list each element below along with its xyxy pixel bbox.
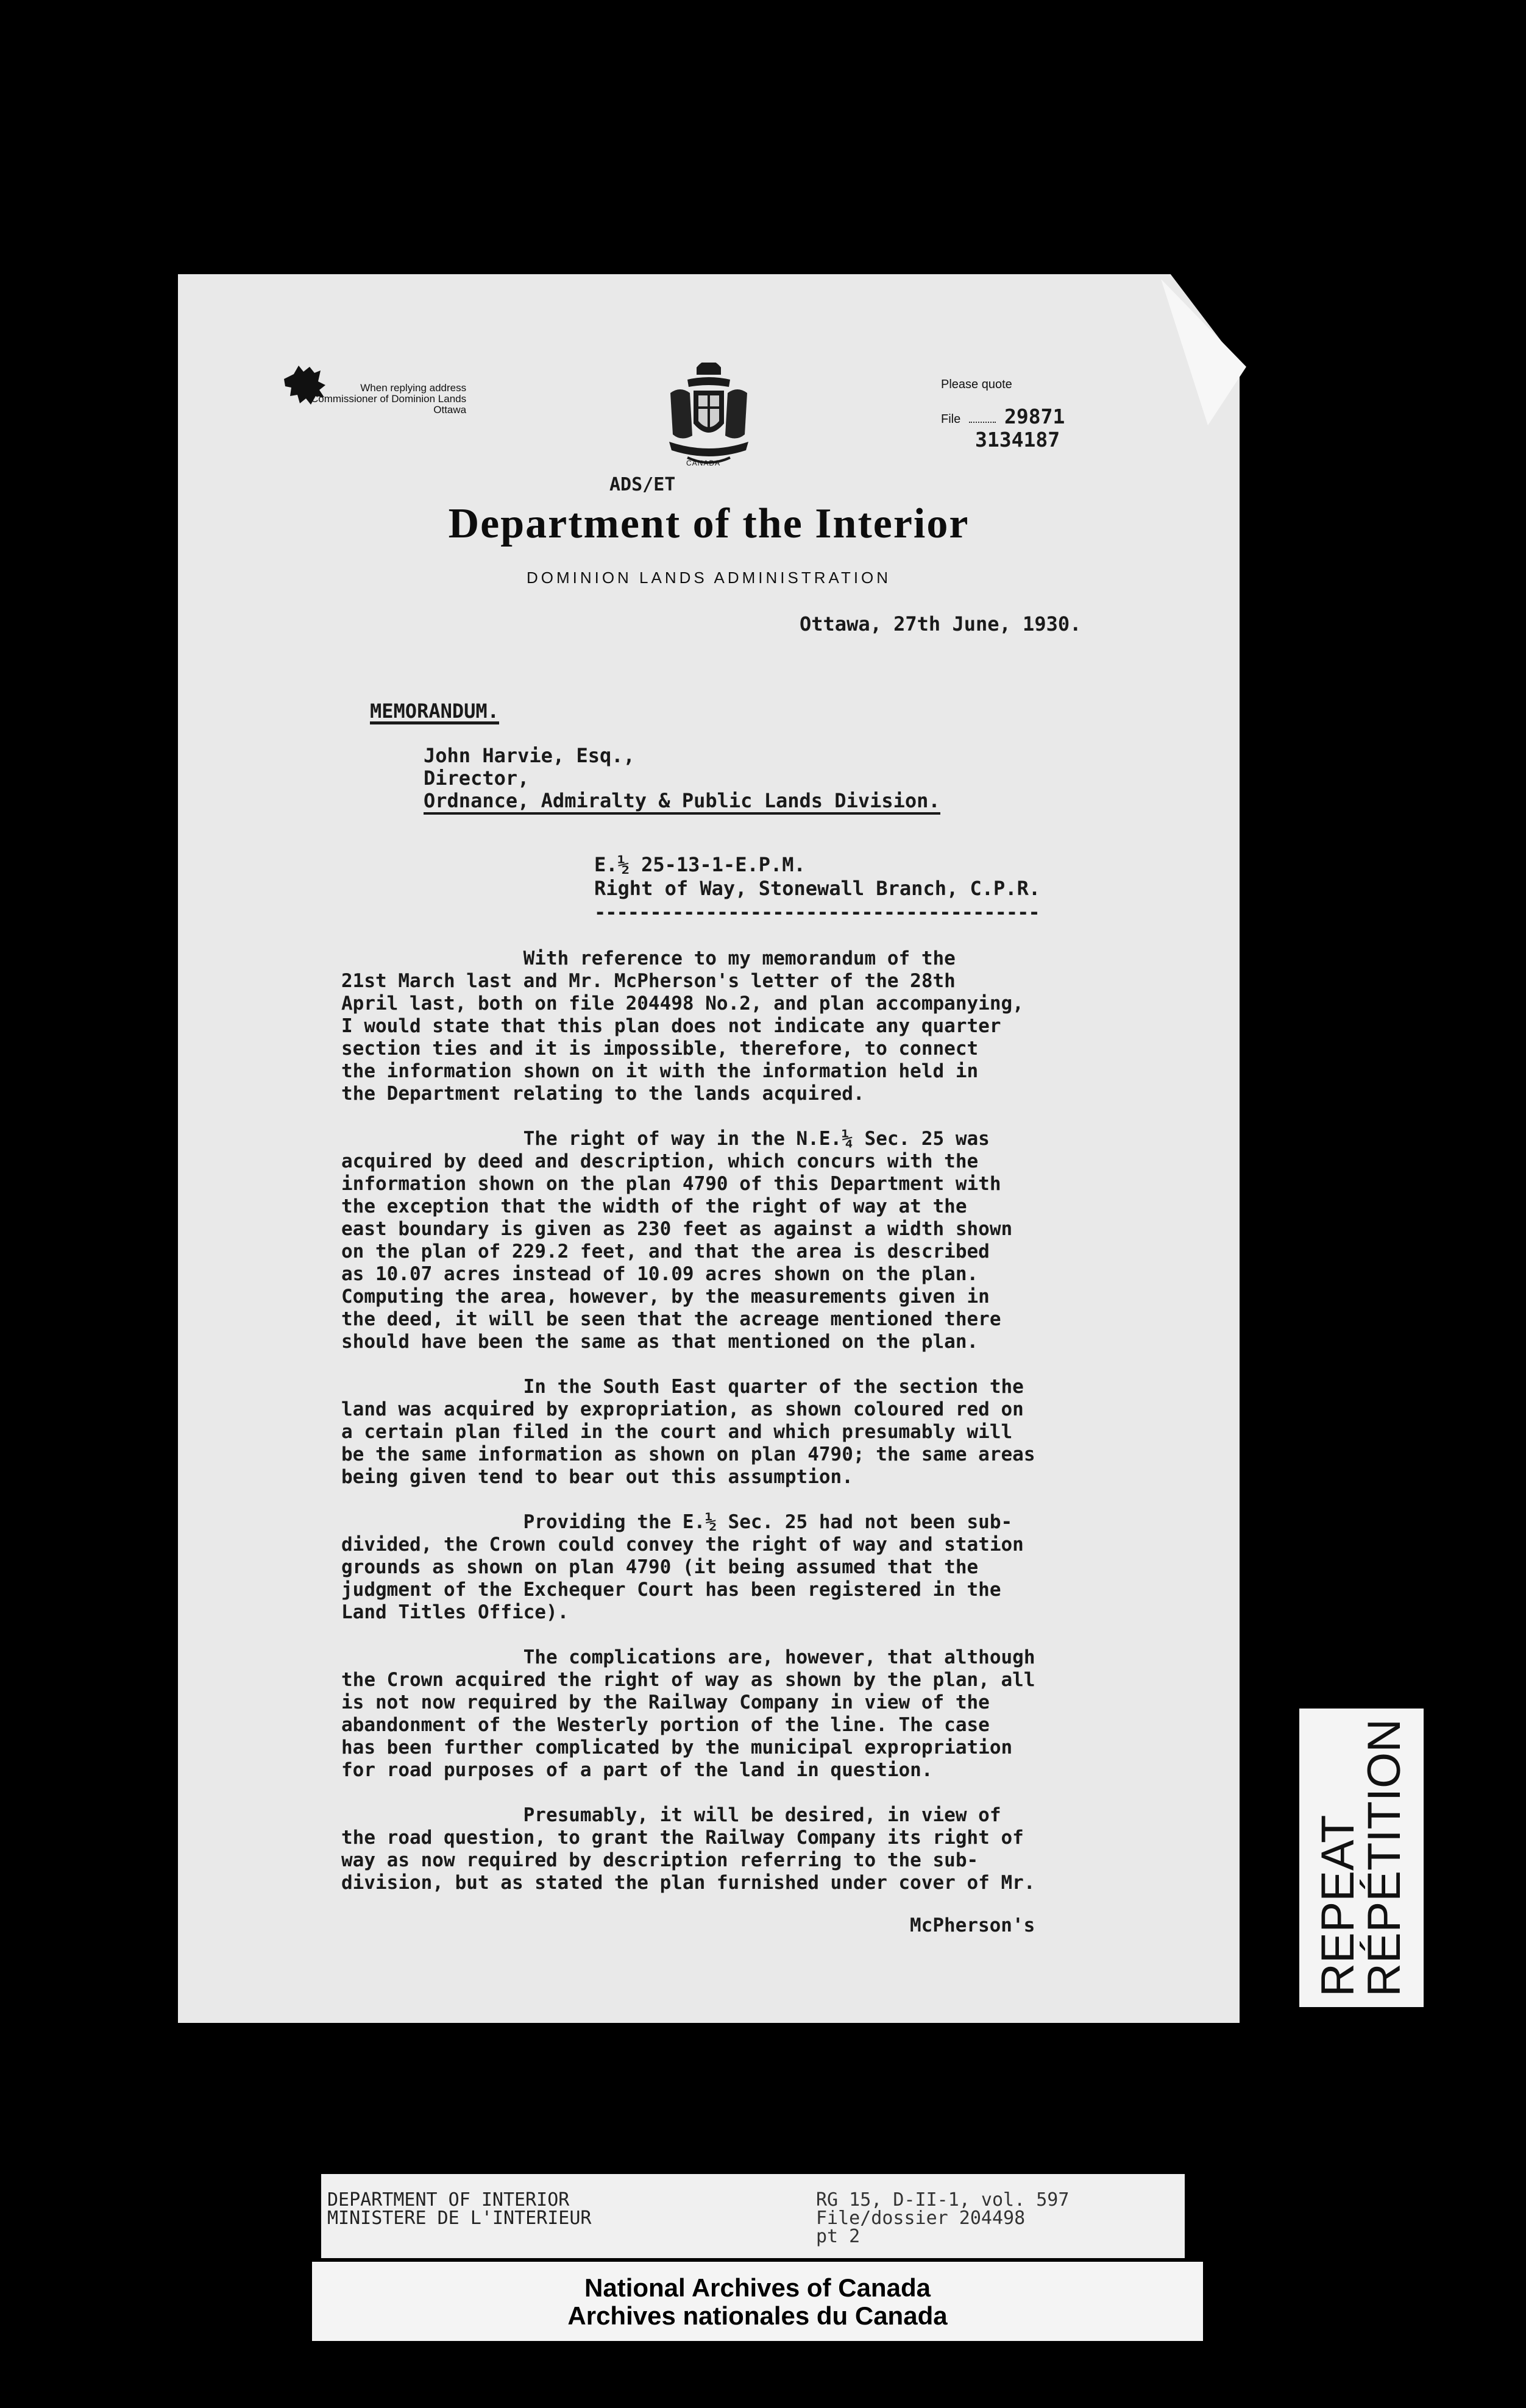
department-title: Department of the Interior	[448, 500, 970, 547]
body-line: division, but as stated the plan furnished under cover of Mr.	[341, 1872, 1035, 1894]
archives-name-fr: Archives nationales du Canada	[567, 2301, 948, 2330]
memo-heading: MEMORANDUM.	[370, 701, 499, 724]
paragraph	[341, 1511, 1219, 1624]
please-quote-label: Please quote	[941, 378, 1012, 391]
body-line: as 10.07 acres instead of 10.09 acres shown on the plan.	[341, 1263, 979, 1285]
body-line: the deed, it will be seen that the acreage mentioned there	[341, 1308, 1001, 1330]
body-line: information shown on the plan 4790 of this Department with	[341, 1173, 1001, 1195]
file-dotted-line	[969, 422, 996, 423]
repeat-tag-text	[1312, 1718, 1410, 1997]
body-line: Computing the area, however, by the measurements given in	[341, 1286, 990, 1308]
archives-name-en: National Archives of Canada	[584, 2273, 931, 2302]
paragraph	[341, 1804, 1219, 1894]
address-line: John Harvie, Esq.,	[424, 744, 635, 767]
body-line: The right of way in the N.E.¼ Sec. 25 was	[341, 1128, 990, 1150]
paragraph	[341, 1646, 1219, 1782]
label-line: File/dossier 204498	[816, 2208, 1026, 2229]
label-line: pt 2	[816, 2226, 861, 2247]
reply-line: Ottawa	[433, 404, 467, 416]
body-line: acquired by deed and description, which concurs with the	[341, 1150, 979, 1172]
body-line: the road question, to grant the Railway Company its right of	[341, 1827, 1024, 1849]
body-line: I would state that this plan does not indicate any quarter	[341, 1015, 1001, 1037]
body-line: With reference to my memorandum of the	[341, 947, 956, 969]
reference-initials: ADS/ET	[609, 474, 676, 495]
body-line: Land Titles Office).	[341, 1601, 569, 1623]
memo-body	[341, 947, 1219, 1917]
reply-line: Commissioner of Dominion Lands	[311, 393, 467, 405]
repeat-label: REPEAT	[1312, 1815, 1364, 1997]
body-line: be the same information as shown on plan 4790; the same areas	[341, 1443, 1035, 1465]
body-line: is not now required by the Railway Company in view of the	[341, 1691, 990, 1713]
archives-label	[312, 2262, 1203, 2341]
crest-caption: CANADA	[686, 459, 721, 467]
body-line: abandonment of the Westerly portion of the line. The case	[341, 1714, 990, 1736]
paragraph	[341, 1128, 1219, 1353]
body-line: Presumably, it will be desired, in view of	[341, 1804, 1001, 1826]
body-line: 21st March last and Mr. McPherson's letter of the 28th	[341, 970, 956, 992]
body-line: The complications are, however, that although	[341, 1646, 1035, 1668]
continuation-word: McPherson's	[910, 1914, 1035, 1936]
body-line: on the plan of 229.2 feet, and that the area is described	[341, 1241, 990, 1262]
label-line: RG 15, D-II-1, vol. 597	[816, 2189, 1070, 2211]
subject-line: E.½ 25-13-1-E.P.M.	[594, 853, 806, 876]
subject-rule: ----------------------------------------	[594, 901, 1040, 924]
body-line: In the South East quarter of the section the	[341, 1376, 1024, 1398]
file-number: 3134187	[975, 428, 1060, 452]
subject-line: Right of Way, Stonewall Branch, C.P.R.	[594, 877, 1041, 900]
label-line: DEPARTMENT OF INTERIOR	[327, 2189, 570, 2211]
coat-of-arms-icon	[663, 350, 754, 469]
body-line: April last, both on file 204498 No.2, and plan accompanying,	[341, 993, 1024, 1015]
memo-date: Ottawa, 27th June, 1930.	[800, 612, 1082, 636]
body-line: Providing the E.½ Sec. 25 had not been sub-	[341, 1511, 1013, 1533]
body-line: judgment of the Exchequer Court has been registered in the	[341, 1579, 1001, 1601]
repeat-tag	[1299, 1709, 1424, 2007]
body-line: being given tend to bear out this assumption.	[341, 1466, 853, 1488]
record-group-reference	[816, 2191, 1069, 2246]
body-line: should have been the same as that mentioned on the plan.	[341, 1331, 979, 1353]
repetition-label: RÉPÉTITION	[1358, 1718, 1410, 1997]
body-line: section ties and it is impossible, therefore, to connect	[341, 1038, 979, 1060]
body-line: the Department relating to the lands acquired.	[341, 1083, 865, 1105]
label-line: MINISTERE DE L'INTERIEUR	[327, 2208, 592, 2229]
administration-subtitle: DOMINION LANDS ADMINISTRATION	[526, 568, 892, 587]
body-line: the exception that the width of the right of way at the	[341, 1195, 967, 1217]
file-label: File	[941, 413, 961, 426]
body-line: the information shown on it with the information held in	[341, 1060, 979, 1082]
body-line: for road purposes of a part of the land in question.	[341, 1759, 933, 1781]
body-line: a certain plan filed in the court and which presumably will	[341, 1421, 1013, 1443]
body-line: way as now required by description referring to the sub-	[341, 1849, 979, 1871]
body-line: grounds as shown on plan 4790 (it being assumed that the	[341, 1556, 979, 1578]
body-line: land was acquired by expropriation, as shown coloured red on	[341, 1398, 1024, 1420]
reply-address	[311, 383, 466, 416]
body-line: east boundary is given as 230 feet as against a width shown	[341, 1218, 1013, 1240]
body-line: divided, the Crown could convey the right of way and station	[341, 1534, 1024, 1556]
recipient-address	[424, 745, 940, 812]
address-line: Director,	[424, 767, 530, 790]
address-line: Ordnance, Admiralty & Public Lands Division.	[424, 789, 940, 815]
body-line: the Crown acquired the right of way as shown by the plan, all	[341, 1669, 1035, 1691]
paragraph	[341, 947, 1219, 1105]
reply-line: When replying address	[360, 382, 467, 394]
paragraph	[341, 1376, 1219, 1489]
subject-block	[594, 853, 1040, 924]
file-number: 29871	[1004, 405, 1065, 428]
archive-reference-label	[321, 2174, 1185, 2258]
department-names	[327, 2191, 591, 2228]
body-line: has been further complicated by the municipal expropriation	[341, 1737, 1013, 1758]
